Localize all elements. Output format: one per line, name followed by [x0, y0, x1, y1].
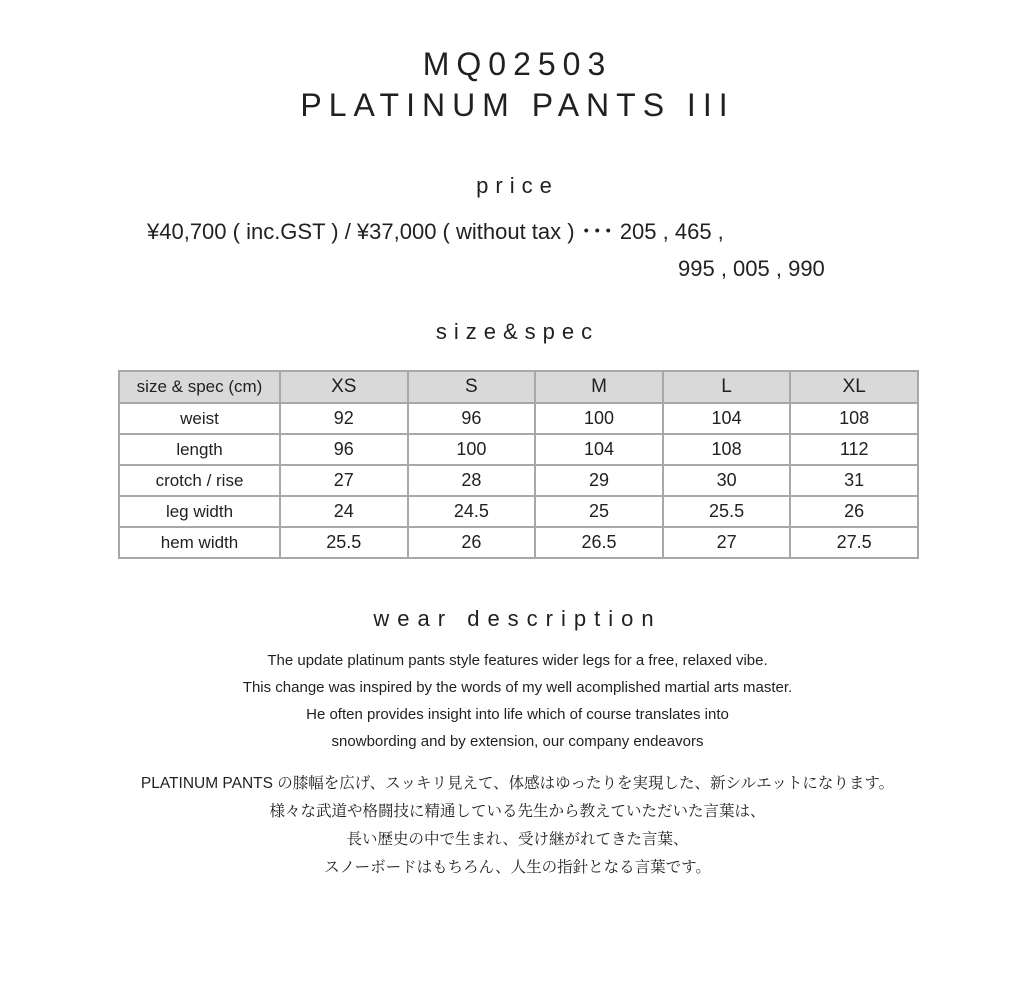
- wear-description-heading: wear description: [373, 606, 662, 631]
- table-cell: 28: [408, 465, 536, 496]
- row-label: length: [119, 434, 280, 465]
- header-cell-xs: XS: [280, 371, 408, 403]
- header-cell-m: M: [535, 371, 663, 403]
- table-cell: 29: [535, 465, 663, 496]
- table-cell: 25.5: [663, 496, 791, 527]
- table-cell: 96: [408, 403, 536, 434]
- table-cell: 27.5: [790, 527, 918, 558]
- header-cell-xl: XL: [790, 371, 918, 403]
- table-cell: 112: [790, 434, 918, 465]
- table-cell: 100: [535, 403, 663, 434]
- size-spec-table: [118, 370, 919, 559]
- table-cell: 92: [280, 403, 408, 434]
- description-line: This change was inspired by the words of my well acomplished martial arts master.: [242, 679, 793, 696]
- description-line: PLATINUM PANTS の膝幅を広げ、スッキリ見えて、体感はゆったりを実現した、新シルエットになります。: [140, 775, 895, 792]
- table-cell: 25: [535, 496, 663, 527]
- table-row: [119, 434, 918, 465]
- description-line: The update platinum pants style features wider legs for a free, relaxed vibe.: [267, 652, 768, 669]
- table-cell: 26: [790, 496, 918, 527]
- row-label: leg width: [119, 496, 280, 527]
- header-cell-s: S: [408, 371, 536, 403]
- english-description: [0, 647, 1035, 755]
- table-cell: 31: [790, 465, 918, 496]
- table-row: [119, 403, 918, 434]
- table-cell: 100: [408, 434, 536, 465]
- description-line: 様々な武道や格闘技に精通している先生から教えていただいた言葉は、: [269, 803, 766, 820]
- description-line: snowbording and by extension, our company endeavors: [331, 733, 704, 750]
- row-label: hem width: [119, 527, 280, 558]
- table-cell: 104: [535, 434, 663, 465]
- table-cell: 25.5: [280, 527, 408, 558]
- table-cell: 24.5: [408, 496, 536, 527]
- table-row: [119, 496, 918, 527]
- header-cell-l: L: [663, 371, 791, 403]
- table-cell: 27: [663, 527, 791, 558]
- price-line-1: ¥40,700 ( inc.GST ) / ¥37,000 ( without tax ) ･･･ 205 , 465 ,: [147, 219, 724, 244]
- table-cell: 24: [280, 496, 408, 527]
- table-cell: 108: [663, 434, 791, 465]
- price-line-2: 995 , 005 , 990: [678, 256, 825, 281]
- price-heading: price: [476, 173, 559, 198]
- row-label: crotch / rise: [119, 465, 280, 496]
- row-label: weist: [119, 403, 280, 434]
- header-cell-spec: size & spec (cm): [119, 371, 280, 403]
- description-line: He often provides insight into life which of course translates into: [306, 706, 729, 723]
- japanese-description: [0, 770, 1035, 882]
- table-cell: 108: [790, 403, 918, 434]
- table-cell: 26.5: [535, 527, 663, 558]
- table-header-row: [119, 371, 918, 403]
- spec-heading: size&spec: [435, 319, 600, 344]
- table-cell: 104: [663, 403, 791, 434]
- description-line: スノーボードはもちろん、人生の指針となる言葉です。: [324, 859, 711, 876]
- table-row: [119, 465, 918, 496]
- table-row: [119, 527, 918, 558]
- table-cell: 96: [280, 434, 408, 465]
- table-cell: 30: [663, 465, 791, 496]
- product-code: MQ02503: [422, 46, 613, 82]
- product-name: PLATINUM PANTS III: [300, 87, 735, 123]
- table-cell: 27: [280, 465, 408, 496]
- description-line: 長い歴史の中で生まれ、受け継がれてきた言葉、: [346, 831, 689, 848]
- table-cell: 26: [408, 527, 536, 558]
